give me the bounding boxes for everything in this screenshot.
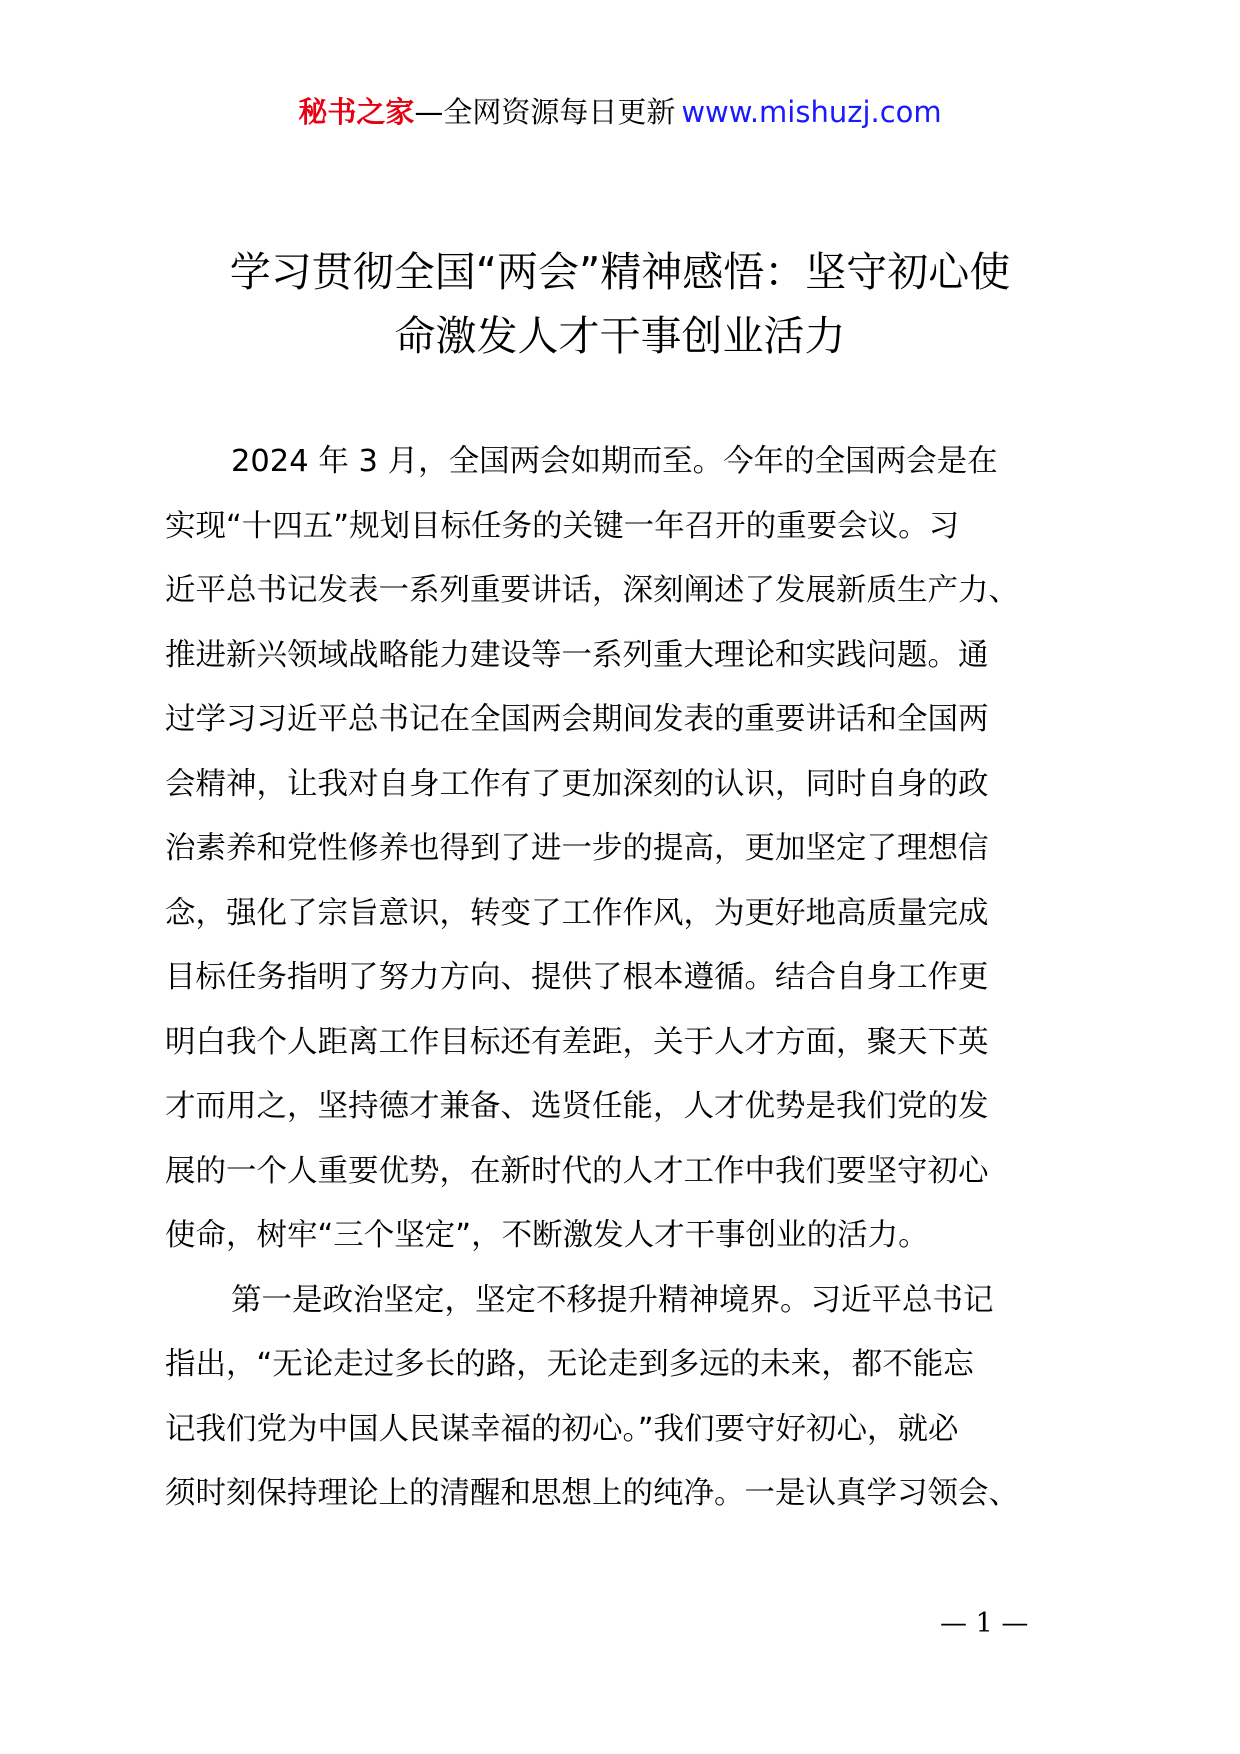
site-header [0, 92, 1240, 132]
text-line: 记我们党为中国人民谋幸福的初心。”我们要守好初心，就必 [165, 1411, 959, 1447]
text-line: 治素养和党性修养也得到了进一步的提高，更加坚定了理想信 [165, 831, 989, 866]
page-number: — 1 — [940, 1608, 1029, 1639]
text-line: 才而用之，坚持德才兼备、选贤任能，人才优势是我们党的发 [165, 1089, 989, 1124]
paragraph [165, 430, 1095, 1269]
text-line: 明白我个人距离工作目标还有差距，关于人才方面，聚天下英 [165, 1024, 989, 1060]
text-line: 推进新兴领域战略能力建设等一系列重大理论和实践问题。通 [165, 637, 989, 673]
text-line: 目标任务指明了努力方向、提供了根本遵循。结合自身工作更 [165, 960, 989, 995]
document-title [165, 240, 1075, 368]
text-line: 须时刻保持理论上的清醒和思想上的纯净。一是认真学习领会、 [165, 1476, 1019, 1511]
text-line: 实现“十四五”规划目标任务的关键一年召开的重要会议。习 [165, 508, 960, 544]
text-line: 使命，树牢“三个坚定”，不断激发人才干事创业的活力。 [165, 1218, 929, 1253]
text-line: 近平总书记发表一系列重要讲话，深刻阐述了发展新质生产力、 [165, 573, 1019, 608]
title-line-2: 命激发人才干事创业活力 [394, 312, 846, 360]
text-line: 会精神，让我对自身工作有了更加深刻的认识，同时自身的政 [165, 766, 989, 802]
title-line-1: 学习贯彻全国“两会”精神感悟：坚守初心使 [229, 248, 1011, 296]
site-brand: 秘书之家 [298, 95, 415, 129]
paragraph [165, 1269, 1095, 1527]
site-url-link[interactable]: www.mishuzj.com [681, 95, 942, 129]
text-line: 展的一个人重要优势，在新时代的人才工作中我们要坚守初心 [165, 1153, 989, 1189]
text-line: 指出，“无论走过多长的路，无论走到多远的未来，都不能忘 [165, 1347, 974, 1382]
text-line: 过学习习近平总书记在全国两会期间发表的重要讲话和全国两 [165, 702, 989, 737]
site-slogan: —全网资源每日更新 [414, 95, 676, 129]
text-line: 2024 年 3 月，全国两会如期而至。今年的全国两会是在 [231, 444, 998, 479]
document-body [165, 430, 1095, 1527]
text-line: 第一是政治坚定，坚定不移提升精神境界。习近平总书记 [231, 1282, 994, 1318]
text-line: 念，强化了宗旨意识，转变了工作作风，为更好地高质量完成 [165, 895, 989, 931]
